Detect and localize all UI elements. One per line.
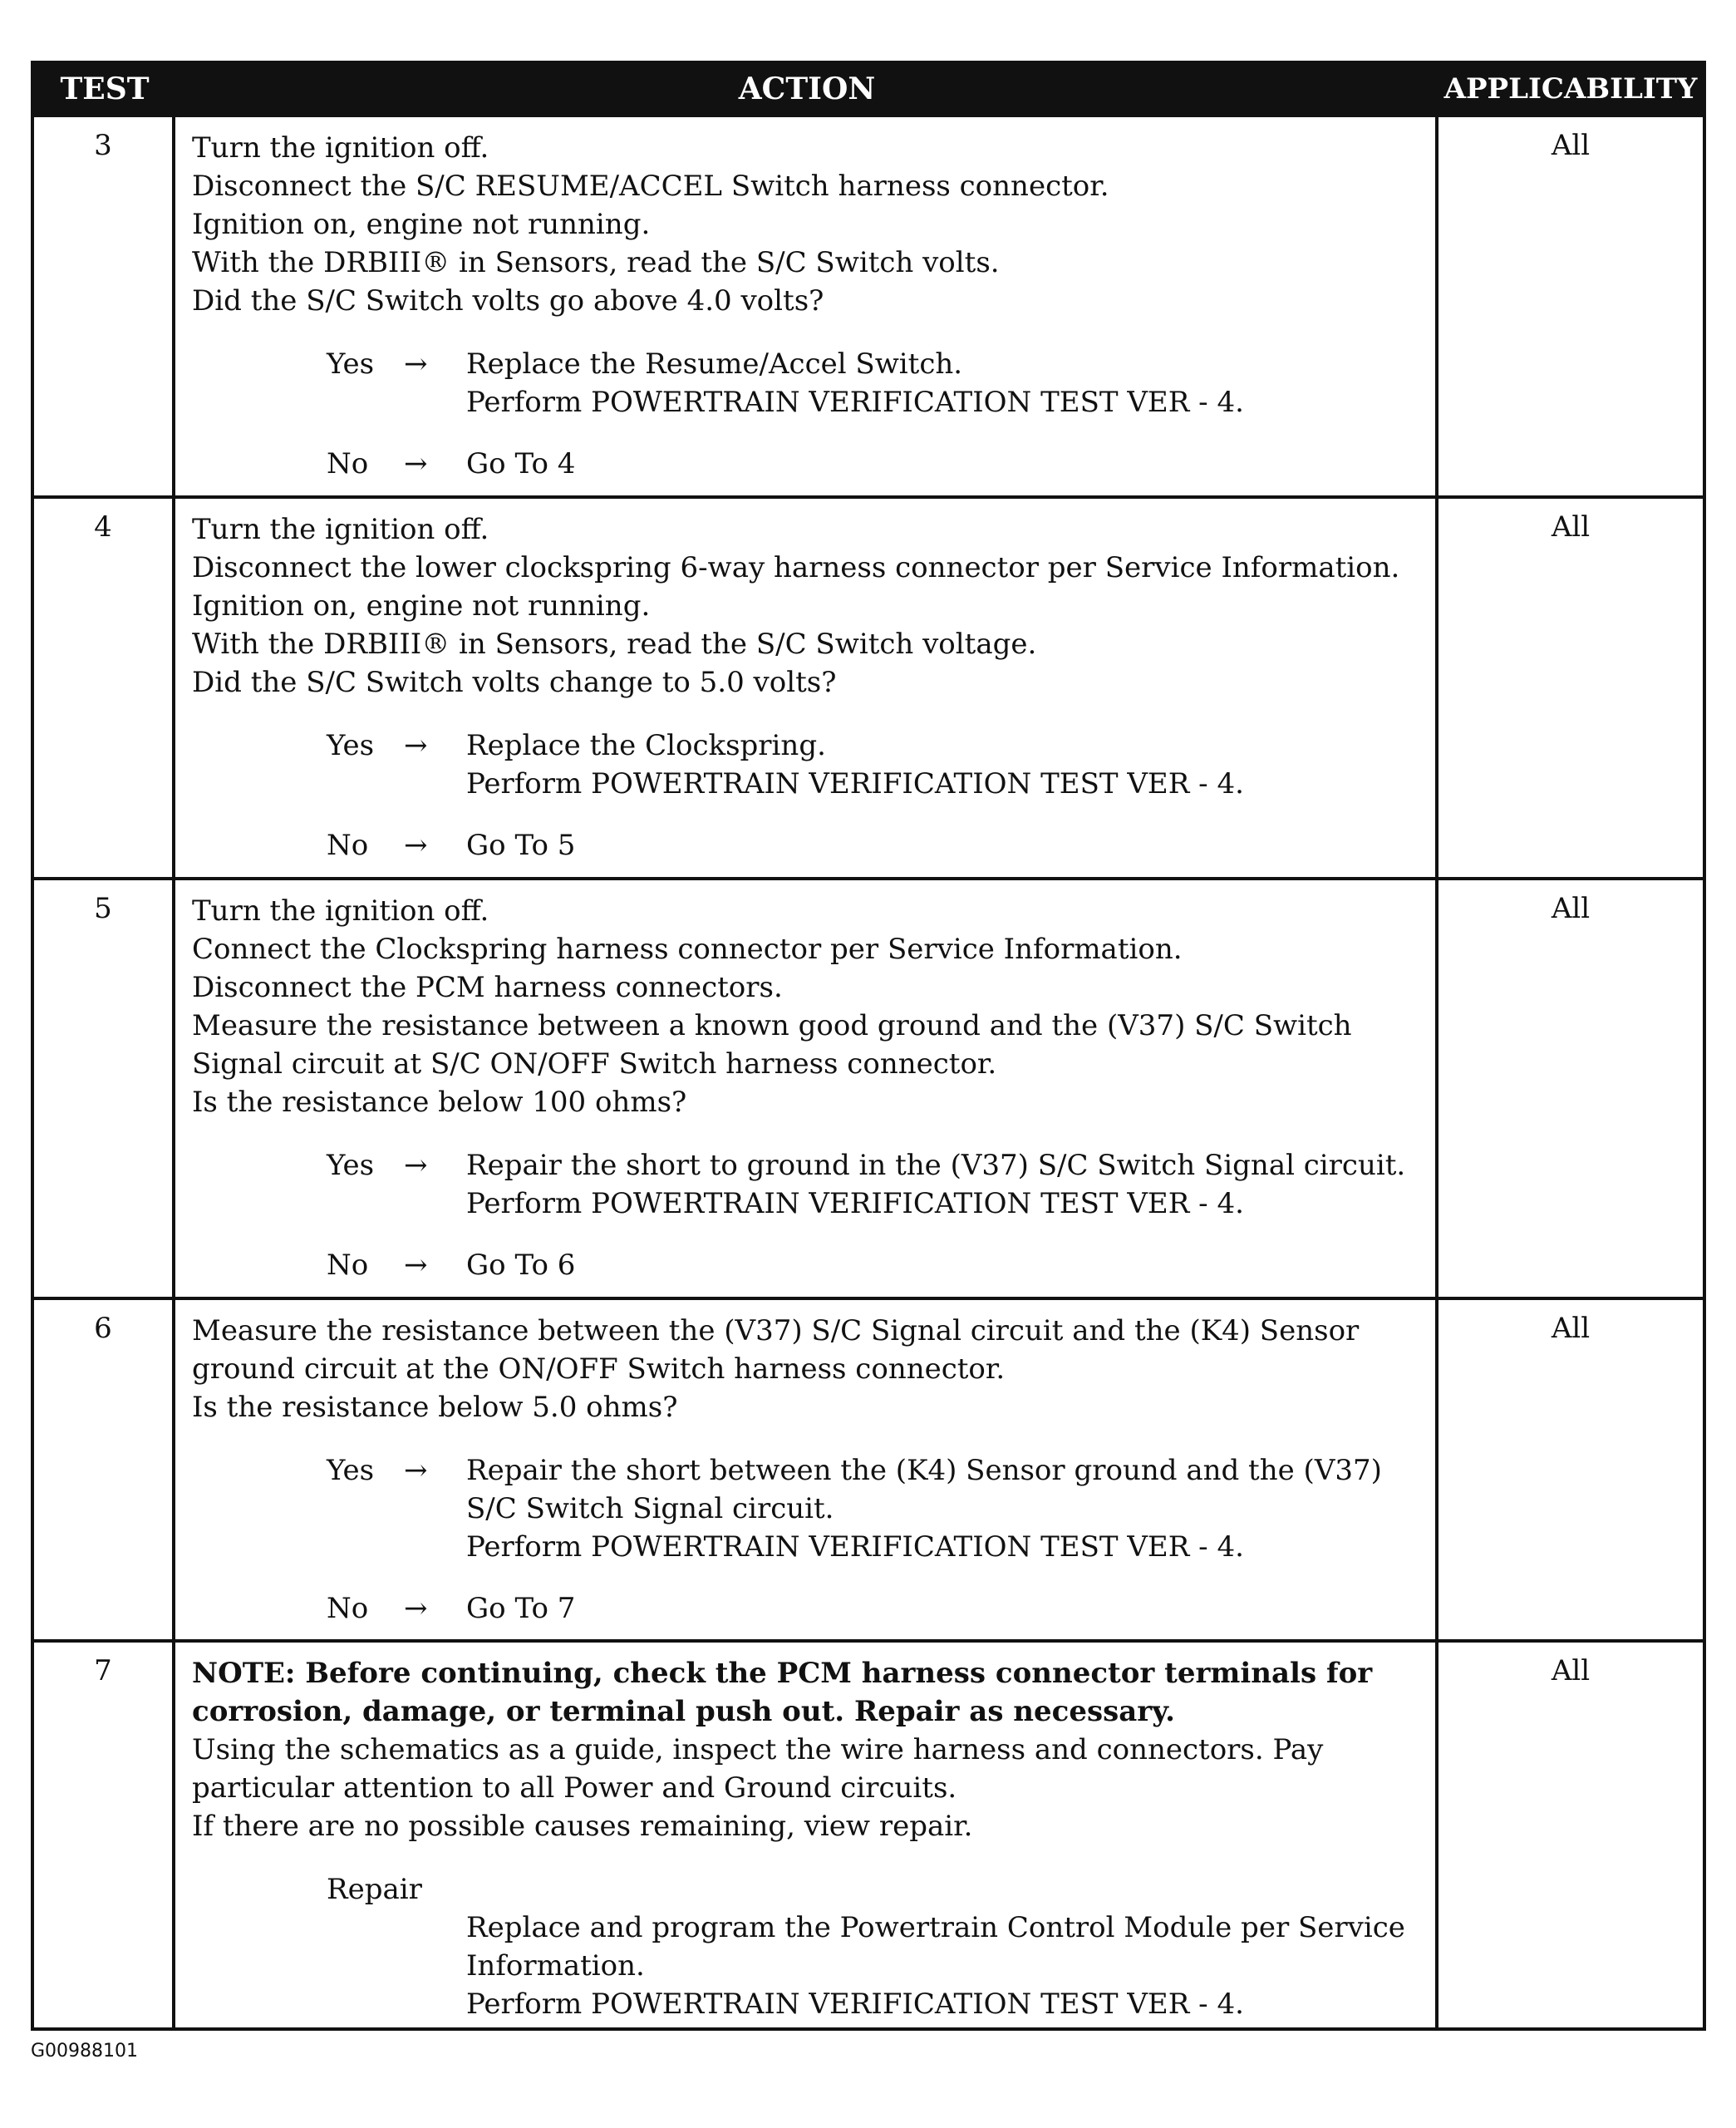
action-line: Ignition on, engine not running. [192,589,651,623]
action-line: Turn the ignition off. [192,513,489,546]
yes-result: Perform POWERTRAIN VERIFICATION TEST VER - 4. [466,767,1244,800]
yes-result: Repair the short between the (K4) Sensor ground and the (V37) [466,1454,1382,1487]
arrow-icon: → [404,347,428,381]
action-line: Ignition on, engine not running. [192,208,651,241]
no-label: No [327,829,369,862]
yes-result: Replace the Resume/Accel Switch. [466,347,963,381]
action-line: Did the S/C Switch volts change to 5.0 volts? [192,666,837,699]
yes-result: S/C Switch Signal circuit. [466,1492,834,1525]
test-number: 6 [34,1300,175,1639]
yes-result: Perform POWERTRAIN VERIFICATION TEST VER - 4. [466,386,1244,419]
no-result: Go To 6 [466,1249,576,1282]
no-label: No [327,447,369,480]
table-row [34,495,1703,877]
action-line: ground circuit at the ON/OFF Switch harness connector. [192,1352,1006,1386]
action-line: Disconnect the S/C RESUME/ACCEL Switch harness connector. [192,170,1109,203]
repair-line: Perform POWERTRAIN VERIFICATION TEST VER - 4. [466,1988,1244,2021]
yes-label: Yes [327,1454,375,1487]
action-line: With the DRBIII® in Sensors, read the S/C Switch voltage. [192,628,1037,661]
test-number: 4 [34,499,175,877]
test-number: 5 [34,880,175,1297]
yes-label: Yes [327,1149,375,1182]
table-row [34,1297,1703,1639]
action-line: Disconnect the lower clockspring 6-way harness connector per Service Information. [192,551,1400,584]
action-line: Did the S/C Switch volts go above 4.0 volts? [192,284,824,318]
results [192,727,1429,864]
action-cell [175,880,1438,1297]
action-line: particular attention to all Power and Ground circuits. [192,1771,957,1805]
action-line: Turn the ignition off. [192,894,489,928]
arrow-icon: → [404,447,428,480]
applicability: All [1551,510,1591,544]
diagnostic-table [31,61,1706,2031]
yes-label: Yes [327,347,375,381]
action-line: Disconnect the PCM harness connectors. [192,971,783,1004]
header-test: TEST [60,71,150,106]
results [192,1451,1429,1628]
yes-result: Perform POWERTRAIN VERIFICATION TEST VER - 4. [466,1187,1244,1220]
header-applicability: APPLICABILITY [1443,72,1698,106]
applicability: All [1551,1654,1591,1687]
repair-label: Repair [327,1873,422,1906]
repair-line: Replace and program the Powertrain Control Module per Service [466,1911,1405,1944]
no-result: Go To 4 [466,447,576,480]
test-number: 7 [34,1643,175,2027]
action-cell [175,1300,1438,1639]
applicability: All [1551,129,1591,162]
arrow-icon: → [404,729,428,762]
yes-result: Repair the short to ground in the (V37) S/C Switch Signal circuit. [466,1149,1406,1182]
arrow-icon: → [404,1249,428,1282]
applicability: All [1551,892,1591,925]
repair-block [192,1870,1429,2023]
action-line: If there are no possible causes remaining, view repair. [192,1810,973,1843]
no-label: No [327,1592,369,1625]
action-line: Using the schematics as a guide, inspect the wire harness and connectors. Pay [192,1733,1324,1766]
action-cell [175,117,1438,495]
yes-result: Perform POWERTRAIN VERIFICATION TEST VER - 4. [466,1530,1244,1564]
action-line: Is the resistance below 100 ohms? [192,1086,687,1119]
no-result: Go To 7 [466,1592,576,1625]
table-row [34,877,1703,1297]
test-number: 3 [34,117,175,495]
arrow-icon: → [404,829,428,862]
figure-id: G00988101 [31,2041,139,2062]
action-cell [175,499,1438,877]
table-row [34,114,1703,495]
applicability: All [1551,1312,1591,1345]
arrow-icon: → [404,1454,428,1487]
no-result: Go To 5 [466,829,576,862]
action-line: Measure the resistance between the (V37) S/C Signal circuit and the (K4) Sensor [192,1314,1360,1347]
no-label: No [327,1249,369,1282]
note-line: corrosion, damage, or terminal push out. Repair as necessary. [192,1695,1175,1728]
action-line: Connect the Clockspring harness connector per Service Information. [192,933,1183,966]
table-row [34,1639,1703,2027]
arrow-icon: → [404,1149,428,1182]
action-line: Is the resistance below 5.0 ohms? [192,1391,678,1424]
results [192,1146,1429,1284]
action-cell [175,1643,1438,2027]
yes-label: Yes [327,729,375,762]
action-line: Signal circuit at S/C ON/OFF Switch harness connector. [192,1047,997,1081]
results [192,345,1429,483]
action-line: With the DRBIII® in Sensors, read the S/C Switch volts. [192,246,1000,279]
action-line: Turn the ignition off. [192,131,489,165]
repair-line: Information. [466,1949,645,1983]
arrow-icon: → [404,1592,428,1625]
yes-result: Replace the Clockspring. [466,729,826,762]
table-header [34,64,1703,114]
action-line: Measure the resistance between a known good ground and the (V37) S/C Switch [192,1009,1352,1042]
header-action: ACTION [738,71,876,106]
note-line: NOTE: Before continuing, check the PCM harness connector terminals for [192,1657,1373,1690]
